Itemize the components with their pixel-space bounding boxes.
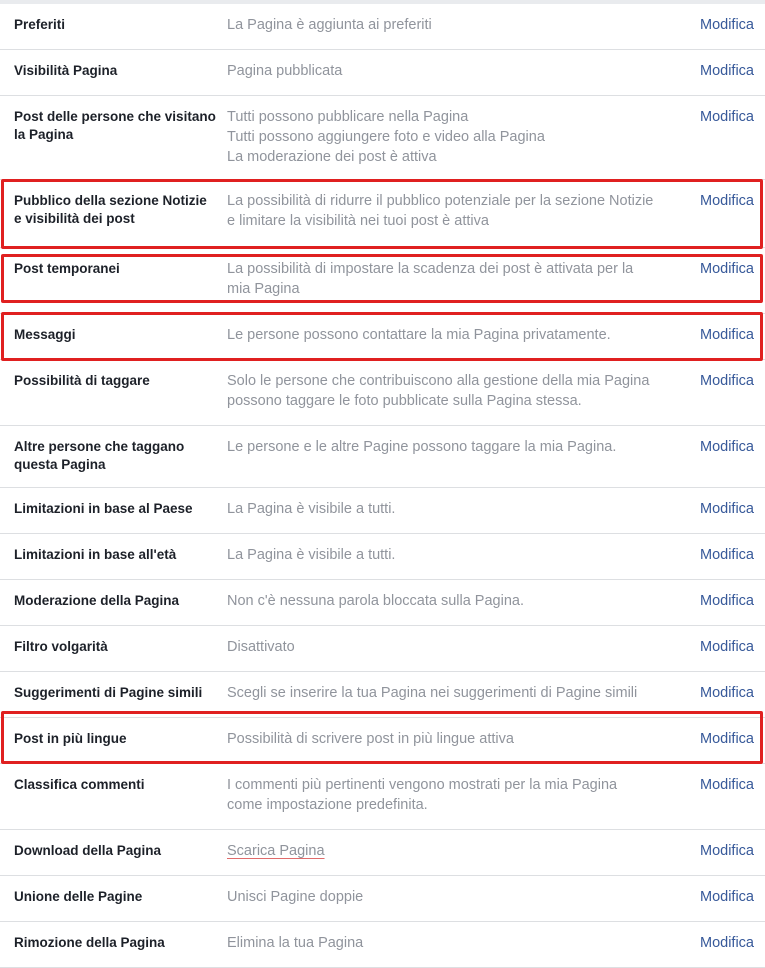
setting-value: Scegli se inserire la tua Pagina nei suggerimenti di Pagine simili xyxy=(227,685,638,701)
setting-value: Unisci Pagine doppie xyxy=(227,889,364,905)
setting-label: Classifica commenti xyxy=(14,777,145,792)
setting-label: Preferiti xyxy=(14,17,66,32)
setting-value: Disattivato xyxy=(227,639,295,655)
settings-row-messaggi xyxy=(0,314,765,360)
setting-value: I commenti più pertinenti vengono mostrati per la mia Pagina come impostazione predefinita. xyxy=(227,777,618,813)
setting-label: Rimozione della Pagina xyxy=(14,935,165,950)
download-page-link[interactable]: Scarica Pagina xyxy=(227,843,325,859)
edit-link[interactable]: Modifica xyxy=(700,109,754,125)
edit-link[interactable]: Modifica xyxy=(700,261,754,277)
edit-link[interactable]: Modifica xyxy=(700,777,754,793)
setting-value xyxy=(227,841,677,861)
edit-link[interactable]: Modifica xyxy=(700,327,754,343)
settings-row-altre-persone-taggano xyxy=(0,426,765,488)
settings-row-limitazioni-paese xyxy=(0,488,765,534)
setting-label: Visibilità Pagina xyxy=(14,63,118,78)
setting-value: Pagina pubblicata xyxy=(227,63,343,79)
settings-row-unione-pagine xyxy=(0,876,765,922)
edit-link[interactable]: Modifica xyxy=(700,17,754,33)
setting-value: Possibilità di scrivere post in più lingue attiva xyxy=(227,731,514,747)
settings-row-moderazione xyxy=(0,580,765,626)
settings-row-pubblico-notizie xyxy=(0,180,765,248)
setting-label: Altre persone che taggano questa Pagina xyxy=(14,439,185,472)
setting-value: La possibilità di ridurre il pubblico potenziale per la sezione Notizie e limitare la visibilità nei tuoi post è attiva xyxy=(227,193,654,229)
settings-row-possibilita-taggare xyxy=(0,360,765,426)
edit-link[interactable]: Modifica xyxy=(700,593,754,609)
setting-value: Elimina la tua Pagina xyxy=(227,935,364,951)
settings-row-limitazioni-eta xyxy=(0,534,765,580)
setting-value: Non c'è nessuna parola bloccata sulla Pagina. xyxy=(227,593,524,609)
edit-link[interactable]: Modifica xyxy=(700,63,754,79)
setting-label: Limitazioni in base al Paese xyxy=(14,501,193,516)
settings-row-suggerimenti-pagine xyxy=(0,672,765,718)
setting-label: Possibilità di taggare xyxy=(14,373,150,388)
settings-row-download-pagina xyxy=(0,830,765,876)
settings-row-classifica-commenti xyxy=(0,764,765,830)
setting-label: Filtro volgarità xyxy=(14,639,108,654)
edit-link[interactable]: Modifica xyxy=(700,639,754,655)
setting-label: Download della Pagina xyxy=(14,843,162,858)
setting-value: Le persone possono contattare la mia Pagina privatamente. xyxy=(227,327,611,343)
setting-label: Unione delle Pagine xyxy=(14,889,143,904)
edit-link[interactable]: Modifica xyxy=(700,935,754,951)
setting-label: Suggerimenti di Pagine simili xyxy=(14,685,203,700)
edit-link[interactable]: Modifica xyxy=(700,547,754,563)
edit-link[interactable]: Modifica xyxy=(700,889,754,905)
edit-link[interactable]: Modifica xyxy=(700,501,754,517)
setting-value: La Pagina è visibile a tutti. xyxy=(227,501,396,517)
setting-value: La Pagina è aggiunta ai preferiti xyxy=(227,17,432,33)
setting-label: Moderazione della Pagina xyxy=(14,593,180,608)
setting-label: Pubblico della sezione Notizie e visibilità dei post xyxy=(14,193,207,226)
setting-label: Post in più lingue xyxy=(14,731,127,746)
setting-value: Tutti possono pubblicare nella Pagina Tutti possono aggiungere foto e video alla Pagina La moderazione dei post è attiva xyxy=(227,109,545,165)
settings-row-post-visitatori xyxy=(0,96,765,180)
settings-row-post-temporanei xyxy=(0,248,765,314)
edit-link[interactable]: Modifica xyxy=(700,843,754,859)
setting-value: Solo le persone che contribuiscono alla gestione della mia Pagina possono taggare le foto pubblicate sulla Pagina stessa. xyxy=(227,373,650,409)
settings-row-filtro-volgarita xyxy=(0,626,765,672)
edit-link[interactable]: Modifica xyxy=(700,685,754,701)
settings-row-preferiti xyxy=(0,4,765,50)
setting-label: Limitazioni in base all'età xyxy=(14,547,177,562)
setting-value: Le persone e le altre Pagine possono taggare la mia Pagina. xyxy=(227,439,617,455)
setting-label: Post delle persone che visitano la Pagina xyxy=(14,109,216,142)
edit-link[interactable]: Modifica xyxy=(700,439,754,455)
settings-row-rimozione-pagina xyxy=(0,922,765,968)
setting-label: Post temporanei xyxy=(14,261,120,276)
setting-value: La possibilità di impostare la scadenza dei post è attivata per la mia Pagina xyxy=(227,261,634,297)
edit-link[interactable]: Modifica xyxy=(700,731,754,747)
edit-link[interactable]: Modifica xyxy=(700,373,754,389)
settings-row-post-piu-lingue xyxy=(0,718,765,764)
page-settings-list xyxy=(0,4,765,968)
settings-row-visibilita-pagina xyxy=(0,50,765,96)
edit-link[interactable]: Modifica xyxy=(700,193,754,209)
setting-label: Messaggi xyxy=(14,327,76,342)
setting-value: La Pagina è visibile a tutti. xyxy=(227,547,396,563)
